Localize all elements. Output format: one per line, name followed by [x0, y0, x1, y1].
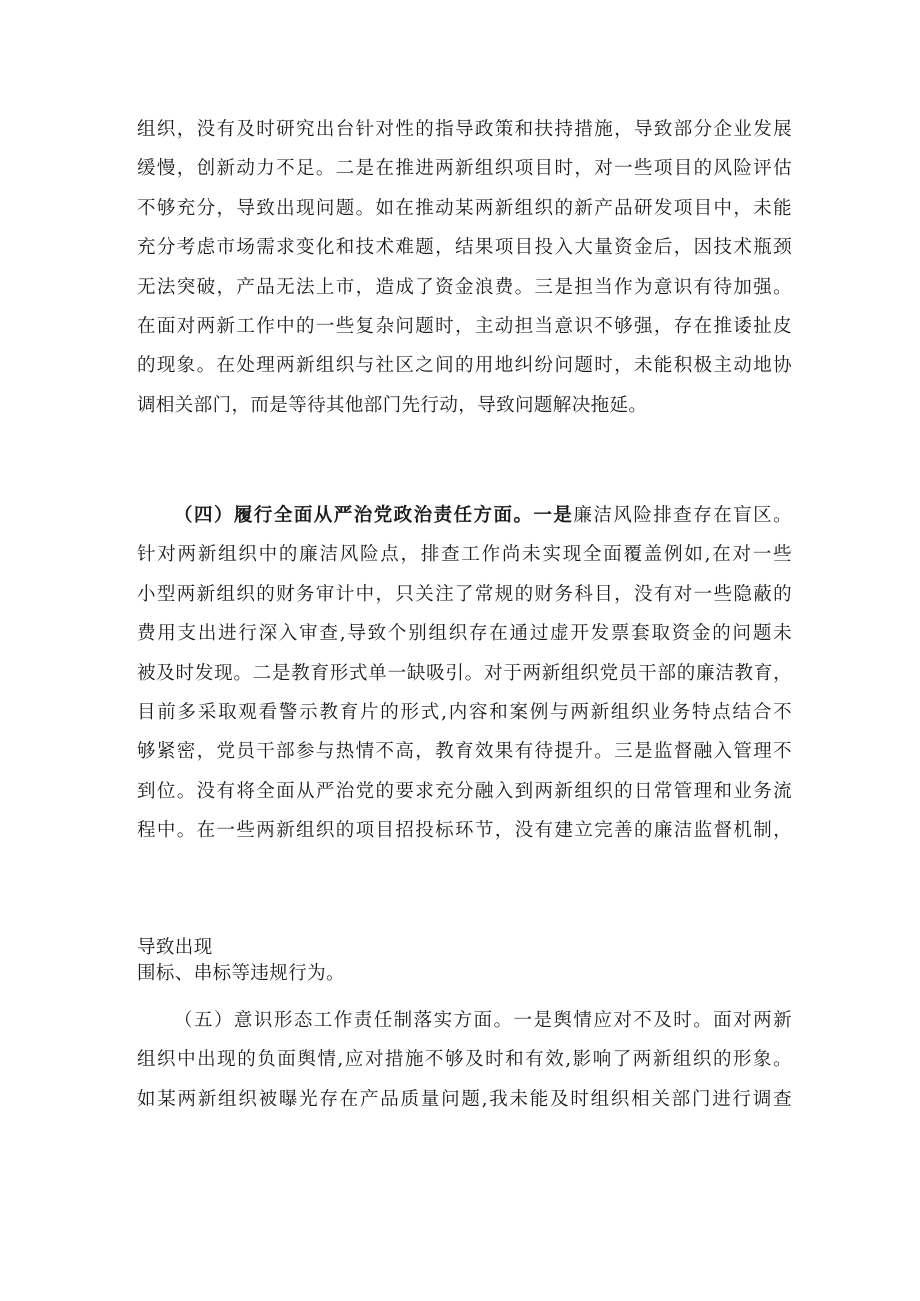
text-run: 廉洁风险排查存在盲区。	[573, 505, 792, 526]
paragraph-continuation	[137, 110, 792, 425]
text-line: 无法突破，产品无法上市，造成了资金浪费。三是担当作为意识有待加强。	[137, 276, 792, 298]
text-line: 组织中出现的负面舆情,应对措施不够及时和有效,影响了两新组织的形象。	[137, 1049, 792, 1071]
text-line: 组织，没有及时研究出台针对性的指导政策和扶持措施，导致部分企业发展	[137, 119, 792, 140]
section-heading-line: （五）意识形态工作责任制落实方面。一是舆情应对不及时。面对两新	[174, 1010, 792, 1031]
text-line: 调相关部门，而是等待其他部门先行动，导致问题解决拖延。	[137, 394, 648, 416]
paragraph-section-four	[137, 496, 792, 851]
text-line: 导致出现	[137, 937, 213, 958]
text-line: 缓慢，创新动力不足。二是在推进两新组织项目时，对一些项目的风险评估	[137, 158, 792, 180]
text-line: 围标、串标等违规行为。	[137, 963, 345, 984]
text-line: 针对两新组织中的廉洁风险点，排查工作尚未实现全面覆盖例如,在对一些	[137, 544, 792, 566]
text-line: 程中。在一些两新组织的项目招投标环节，没有建立完善的廉洁监督机制，	[137, 820, 792, 842]
text-line: 够紧密，党员干部参与热情不高，教育效果有待提升。三是监督融入管理不	[137, 741, 792, 763]
section-heading-line	[137, 496, 792, 535]
paragraph-section-five	[137, 1001, 792, 1119]
text-line: 在面对两新工作中的一些复杂问题时，主动担当意识不够强，存在推诿扯皮	[137, 315, 792, 337]
text-line: 费用支出进行深入审查,导致个别组织存在通过虚开发票套取资金的问题未	[137, 623, 792, 645]
text-line: 充分考虑市场需求变化和技术难题，结果项目投入大量资金后，因技术瓶颈	[137, 237, 792, 259]
text-line: 的现象。在处理两新组织与社区之间的用地纠纷问题时，未能积极主动地协	[137, 355, 792, 377]
text-line: 目前多采取观看警示教育片的形式,内容和案例与两新组织业务特点结合不	[137, 701, 792, 723]
text-line: 被及时发现。二是教育形式单一缺吸引。对于两新组织党员干部的廉洁教育，	[137, 662, 792, 684]
lead-ordinal: 一是	[533, 505, 574, 526]
text-line: 不够充分，导致出现问题。如在推动某两新组织的新产品研发项目中，未能	[137, 197, 792, 219]
paragraph-fragment	[137, 935, 792, 987]
text-line: 小型两新组织的财务审计中，只关注了常规的财务科目，没有对一些隐蔽的	[137, 583, 792, 605]
text-line: 如某两新组织被曝光存在产品质量问题,我未能及时组织相关部门进行调查	[137, 1088, 792, 1110]
text-line: 到位。没有将全面从严治党的要求充分融入到两新组织的日常管理和业务流	[137, 780, 792, 802]
section-heading: （四）履行全面从严治党政治责任方面。	[174, 505, 534, 526]
